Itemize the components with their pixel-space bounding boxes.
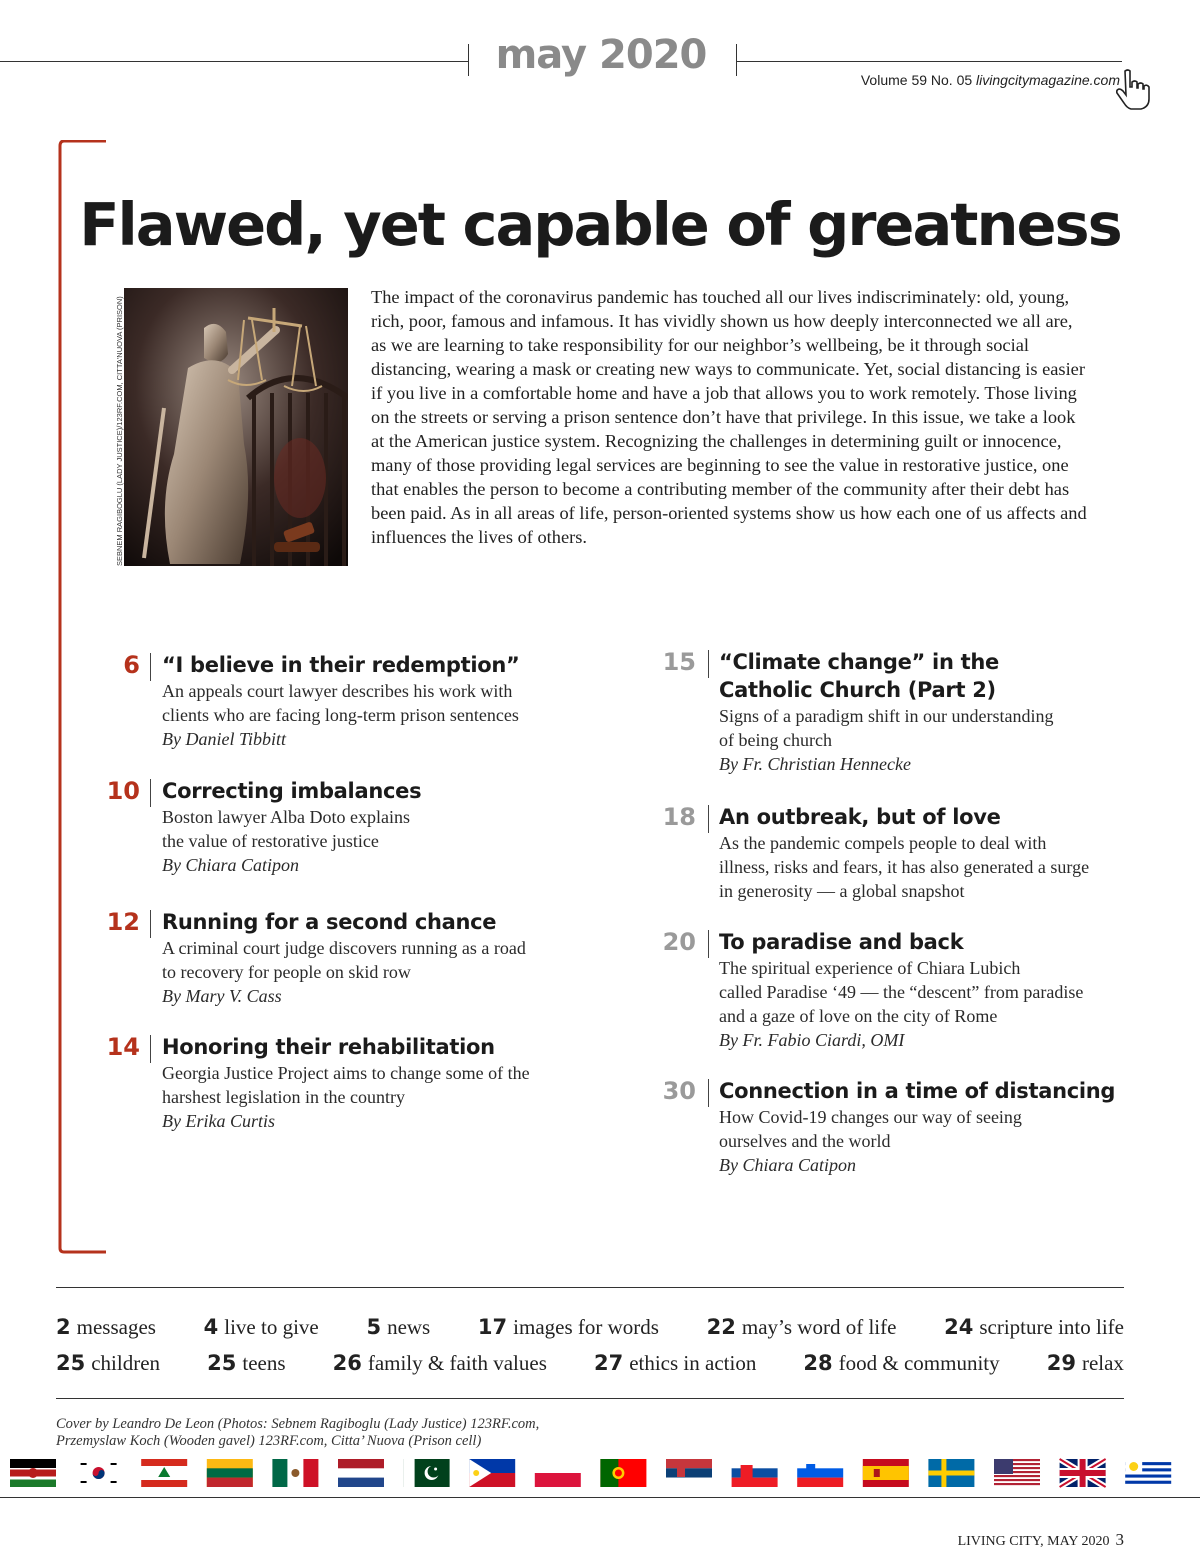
department-item[interactable] <box>207 1351 285 1376</box>
toc-description: illness, risks and fears, it has also generated a surge <box>719 857 1090 877</box>
flag-pakistan-icon <box>404 1459 450 1487</box>
hand-pointer-icon[interactable] <box>1116 68 1150 110</box>
header-rule-right <box>736 61 1122 62</box>
toc-description: Signs of a paradigm shift in our understanding <box>719 706 1054 726</box>
department-item[interactable] <box>366 1315 430 1340</box>
toc-title: To paradise and back <box>719 930 964 954</box>
toc-description: called Paradise ‘49 — the “descent” from paradise <box>719 982 1084 1002</box>
toc-title: “Climate change” in the <box>719 650 999 674</box>
toc-description: ourselves and the world <box>719 1131 891 1151</box>
page-footer <box>958 1530 1124 1550</box>
flag-slovakia-icon <box>732 1459 778 1487</box>
toc-page-number: 30 <box>662 1077 696 1105</box>
cover-credit-line-1: Cover by Leandro De Leon (Photos: Sebnem Ragiboglu (Lady Justice) 123RF.com, <box>56 1416 540 1432</box>
toc-title: Correcting imbalances <box>162 779 422 803</box>
website-link[interactable]: livingcitymagazine.com <box>976 72 1120 88</box>
photo-credit: SEBNEM RAGIBOGLU (LADY JUSTICE)/123RF.COM, CITTA'NUOVA (PRISON) <box>115 296 124 566</box>
department-label: teens <box>242 1351 286 1375</box>
department-label: live to give <box>224 1315 319 1339</box>
toc-page-number: 15 <box>662 648 696 676</box>
department-item[interactable] <box>478 1315 659 1340</box>
toc-text <box>162 651 602 751</box>
toc-description: to recovery for people on skid row <box>162 962 411 982</box>
departments-row-2 <box>56 1351 1124 1376</box>
toc-divider <box>708 1079 709 1107</box>
toc-byline: By Chiara Catipon <box>162 855 300 875</box>
departments-rule-top <box>56 1287 1124 1288</box>
flag-mexico-icon <box>272 1459 318 1487</box>
page-number: 3 <box>1115 1530 1124 1549</box>
toc-text <box>719 1077 1159 1177</box>
flag-spain-icon <box>863 1459 909 1487</box>
feature-headline: Flawed, yet capable of greatness <box>79 190 1121 259</box>
toc-byline: By Erika Curtis <box>162 1111 275 1131</box>
department-page: 26 <box>332 1351 362 1375</box>
toc-page-number: 6 <box>123 651 140 679</box>
toc-divider <box>150 1035 151 1063</box>
toc-description: the value of restorative justice <box>162 831 379 851</box>
toc-description: A criminal court judge discovers running as a road <box>162 938 526 958</box>
toc-byline: By Chiara Catipon <box>719 1155 857 1175</box>
toc-byline: By Fr. Christian Hennecke <box>719 754 911 774</box>
department-label: may’s word of life <box>741 1315 897 1339</box>
toc-description: and a gaze of love on the city of Rome <box>719 1006 998 1026</box>
department-item[interactable] <box>56 1351 160 1376</box>
department-label: messages <box>76 1315 156 1339</box>
toc-description: in generosity — a global snapshot <box>719 881 965 901</box>
toc-title: An outbreak, but of love <box>719 805 1001 829</box>
footer-publication: LIVING CITY, MAY 2020 <box>957 1534 1110 1549</box>
header-tick-right <box>736 44 737 76</box>
department-item[interactable] <box>803 1351 999 1376</box>
toc-title: Honoring their rehabilitation <box>162 1035 495 1059</box>
department-page: 17 <box>477 1315 508 1339</box>
department-label: children <box>91 1351 161 1375</box>
toc-description: How Covid-19 changes our way of seeing <box>719 1107 1022 1127</box>
flag-uk-icon <box>1060 1459 1106 1487</box>
toc-divider <box>150 910 151 938</box>
header-tick-left <box>468 44 469 76</box>
toc-divider <box>708 930 709 958</box>
toc-text <box>719 928 1159 1052</box>
toc-description: of being church <box>719 730 832 750</box>
department-page: 5 <box>366 1315 382 1339</box>
cover-credit-line-2: Przemyslaw Koch (Wooden gavel) 123RF.com, Citta’ Nuova (Prison cell) <box>56 1433 482 1449</box>
toc-title: Connection in a time of distancing <box>719 1079 1116 1103</box>
toc-page-number: 12 <box>106 908 140 936</box>
toc-page-number: 20 <box>662 928 696 956</box>
flag-lithuania-icon <box>207 1459 253 1487</box>
toc-byline: By Daniel Tibbitt <box>162 729 286 749</box>
department-page: 25 <box>207 1351 237 1375</box>
department-page: 27 <box>593 1351 624 1375</box>
toc-text <box>719 803 1159 903</box>
toc-page-number: 10 <box>106 777 140 805</box>
toc-divider <box>708 650 709 678</box>
department-item[interactable] <box>333 1351 547 1376</box>
toc-text <box>162 908 602 1008</box>
toc-description: As the pandemic compels people to deal with <box>719 833 1047 853</box>
flag-kenya-icon <box>10 1459 56 1487</box>
header-rule-left <box>0 61 468 62</box>
flag-philippines-icon <box>469 1459 515 1487</box>
flag-lebanon-icon <box>141 1459 187 1487</box>
department-label: ethics in action <box>629 1351 757 1375</box>
toc-divider <box>150 653 151 681</box>
department-page: 24 <box>944 1315 974 1339</box>
flag-uruguay-icon <box>1125 1459 1171 1487</box>
toc-page-number: 14 <box>106 1033 140 1061</box>
lady-justice-photo <box>124 288 348 566</box>
department-page: 28 <box>803 1351 833 1375</box>
toc-title: Running for a second chance <box>162 910 497 934</box>
department-label: images for words <box>513 1315 659 1339</box>
country-flags <box>10 1458 1190 1488</box>
toc-page-number: 18 <box>662 803 696 831</box>
toc-description: Boston lawyer Alba Doto explains <box>162 807 410 827</box>
toc-text <box>719 648 1159 776</box>
toc-divider <box>150 779 151 807</box>
toc-description: clients who are facing long-term prison sentences <box>162 705 519 725</box>
flag-south-korea-icon <box>76 1459 122 1487</box>
toc-title: Catholic Church (Part 2) <box>719 678 996 702</box>
toc-description: harshest legislation in the country <box>162 1087 405 1107</box>
cover-credit <box>56 1416 539 1450</box>
toc-text <box>162 777 602 877</box>
flag-sweden-icon <box>928 1459 974 1487</box>
department-label: family & faith values <box>367 1351 547 1375</box>
toc-description: Georgia Justice Project aims to change some of the <box>162 1063 530 1083</box>
flag-portugal-icon <box>600 1459 646 1487</box>
department-page: 2 <box>56 1315 71 1339</box>
department-item[interactable] <box>707 1315 897 1340</box>
department-label: scripture into life <box>979 1315 1124 1339</box>
departments-rule-bottom <box>56 1398 1124 1399</box>
department-item[interactable] <box>204 1315 319 1340</box>
footer-rule <box>0 1497 1200 1498</box>
department-item[interactable] <box>56 1315 156 1340</box>
flag-netherlands-icon <box>338 1459 384 1487</box>
toc-byline: By Mary V. Cass <box>162 986 282 1006</box>
red-bracket <box>58 140 108 1254</box>
departments-row-1 <box>56 1315 1124 1340</box>
department-item[interactable] <box>594 1351 756 1376</box>
toc-byline: By Fr. Fabio Ciardi, OMI <box>719 1030 905 1050</box>
department-item[interactable] <box>944 1315 1124 1340</box>
flag-poland-icon <box>535 1459 581 1487</box>
toc-text <box>162 1033 602 1133</box>
department-page: 22 <box>706 1315 736 1339</box>
department-label: relax <box>1081 1351 1124 1375</box>
department-item[interactable] <box>1047 1351 1124 1376</box>
department-label: food & community <box>838 1351 1000 1375</box>
volume-info <box>861 72 1120 88</box>
issue-title: may 2020 <box>495 32 707 78</box>
toc-title: “I believe in their redemption” <box>162 653 520 677</box>
department-page: 25 <box>56 1351 86 1375</box>
toc-description: An appeals court lawyer describes his work with <box>162 681 513 701</box>
volume-number: Volume 59 No. 05 <box>860 72 973 88</box>
department-label: news <box>387 1315 431 1339</box>
toc-divider <box>708 805 709 833</box>
flag-slovenia-icon <box>797 1459 843 1487</box>
department-page: 4 <box>203 1315 219 1339</box>
intro-paragraph: The impact of the coronavirus pandemic has touched all our lives indiscriminately: old, young, rich, poor, famous and infamous. It has vividly shown us how deeply interconnected we all are, as we are learning to take responsibility for our neighbor’s wellbeing, be it through social distancing, wearing a mask or creating new ways to communicate. Yet, social distancing is easier if you live in a comfortable home and have a job that allows you to work remotely. Those living on the streets or serving a prison sentence don’t have that privilege. In this issue, we take a look at the American justice system. Recognizing the challenges in determining guilt or innocence, many of those providing legal services are beginning to see the value in restorative justice, one that enables the person to become a contributing member of the community after their debt has been paid. As in all areas of life, person-oriented systems show us how each one of us affects and influences the lives of others. <box>371 287 1087 547</box>
toc-description: The spiritual experience of Chiara Lubich <box>719 958 1021 978</box>
flag-serbia-icon <box>666 1459 712 1487</box>
flag-usa-icon <box>994 1459 1040 1487</box>
department-page: 29 <box>1046 1351 1076 1375</box>
